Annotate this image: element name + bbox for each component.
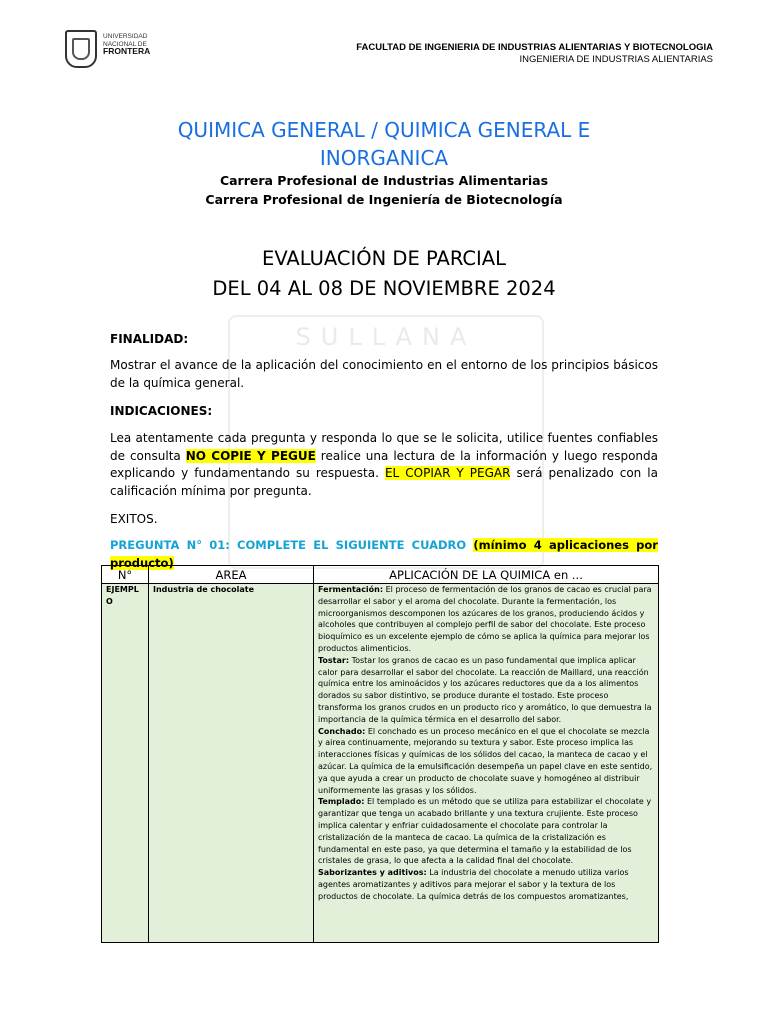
row-area-cell: Industria de chocolate	[149, 584, 314, 943]
logo-text	[103, 33, 150, 56]
application-list	[318, 584, 654, 942]
row-number-cell: EJEMPLO	[102, 584, 149, 943]
shield-icon	[65, 30, 97, 68]
university-logo	[65, 30, 185, 70]
evaluation-dates: DEL 04 AL 08 DE NOVIEMBRE 2024	[212, 277, 556, 300]
item-title: Tostar:	[318, 655, 350, 665]
item-title: Conchado:	[318, 726, 366, 736]
item-title: Fermentación:	[318, 585, 384, 594]
item-text: Tostar los granos de cacao es un paso fundamental que implica aplicar calor para desarrollar el sabor del chocolate. La reacción de Maillard, una reacción química entre los aminoácidos y los azúcares reductores que da a los alimentos dorados su sabor distintivo, se produce durante el tostado. Este proceso transforma los granos crudos en un producto rico y aromático, lo que demuestra la importancia de la química térmica en el desarrollo del sabor.	[318, 655, 652, 724]
table-row	[102, 584, 659, 943]
course-title-line-2: INORGANICA	[319, 146, 449, 170]
copy-penalty-highlight: EL COPIAR Y PEGAR	[384, 466, 511, 480]
item-title: Templado:	[318, 797, 365, 807]
indicaciones-label: INDICACIONES:	[110, 404, 213, 418]
applications-table	[101, 565, 659, 943]
question-1-text: PREGUNTA N° 01: COMPLETE EL SIGUIENTE CUADRO	[110, 538, 474, 552]
item-text: La industria del chocolate a menudo utiliza varios agentes aromatizantes y aditivos para mejorar el sabor y la textura de los productos de chocolate. La química detrás de los compuestos aromatizantes,	[318, 868, 629, 901]
row-application-cell	[314, 584, 659, 943]
exitos-text: EXITOS.	[110, 512, 158, 526]
evaluation-title: EVALUACIÓN DE PARCIAL	[262, 247, 506, 270]
application-item	[318, 726, 654, 797]
header-area: AREA	[149, 566, 314, 584]
header-application: APLICACIÓN DE LA QUIMICA en ...	[314, 566, 659, 584]
indicaciones-text	[110, 430, 658, 500]
item-title: Saborizantes y aditivos:	[318, 868, 427, 878]
course-title-line-1: QUIMICA GENERAL / QUIMICA GENERAL E	[177, 118, 591, 142]
watermark-text: SULLANA	[295, 323, 477, 351]
application-item	[318, 867, 654, 902]
career-2: Carrera Profesional de Ingeniería de Biotecnología	[205, 192, 563, 207]
finalidad-text: Mostrar el avance de la aplicación del conocimiento en el entorno de los principios básicos de la química general.	[110, 358, 658, 390]
logo-line-1: UNIVERSIDAD	[103, 33, 148, 40]
header-number: N°	[102, 566, 149, 584]
finalidad-label: FINALIDAD:	[110, 332, 189, 346]
item-text: El proceso de fermentación de los granos de cacao es crucial para desarrollar el sabor y el aroma del chocolate. Durante la fermentación, los microorganismos descomponen los azúcares de los granos, produciendo ácidos y alcoholes que contribuyen al complejo perfil de sabor del chocolate. Este proceso bioquímico es un excelente ejemplo de cómo se aplica la química para mejorar los productos alimenticios.	[318, 585, 652, 653]
application-item	[318, 655, 654, 726]
indicaciones-part-1: Lea atentamente cada pregunta y responda lo que se le solicita, utilice fuentes confiables de consulta	[110, 431, 658, 463]
logo-name: FRONTERA	[103, 46, 151, 56]
indicaciones-part-2: realice una lectura de la información y luego responda explicando y fundamentando su respuesta.	[110, 448, 659, 480]
item-text: El conchado es un proceso mecánico en el que el chocolate se mezcla y airea continuamente, mejorando su textura y sabor. Este proceso implica las interacciones físicas y químicas de los sólidos del cacao, la manteca de cacao y el azúcar. La química de la emulsificación desempeña un papel clave en este sentido, ya que ayuda a crear un producto de chocolate suave y homogéneo al distribuir uniformemente las grasas y los sólidos.	[318, 726, 653, 795]
logo-line-2: NACIONAL DE	[103, 40, 147, 48]
application-item	[318, 584, 654, 655]
no-copy-highlight: NO COPIE Y PEGUE	[185, 448, 316, 463]
application-item	[318, 796, 654, 867]
faculty-header: FACULTAD DE INGENIERIA DE INDUSTRIAS ALIENTARIAS Y BIOTECNOLOGIA	[356, 42, 713, 53]
course-title	[120, 116, 648, 172]
question-1-highlight: (mínimo 4 aplicaciones por producto)	[110, 538, 658, 570]
career-1: Carrera Profesional de Industrias Alimentarias	[219, 173, 549, 188]
program-header: INGENIERIA DE INDUSTRIAS ALIENTARIAS	[519, 54, 713, 65]
indicaciones-part-3: será penalizado con la calificación mínima por pregunta.	[110, 466, 658, 498]
item-text: El templado es un método que se utiliza para estabilizar el chocolate y garantizar que tenga un acabado brillante y una textura crujiente. Este proceso implica calentar y enfriar cuidadosamente el chocolate para controlar la cristalización de la manteca de cacao. La química de la cristalización es fundamental en este paso, ya que determina el tamaño y la estabilidad de los cristales de grasa, lo que afecta a la calidad final del chocolate.	[318, 797, 652, 866]
table-header-row	[102, 566, 659, 584]
